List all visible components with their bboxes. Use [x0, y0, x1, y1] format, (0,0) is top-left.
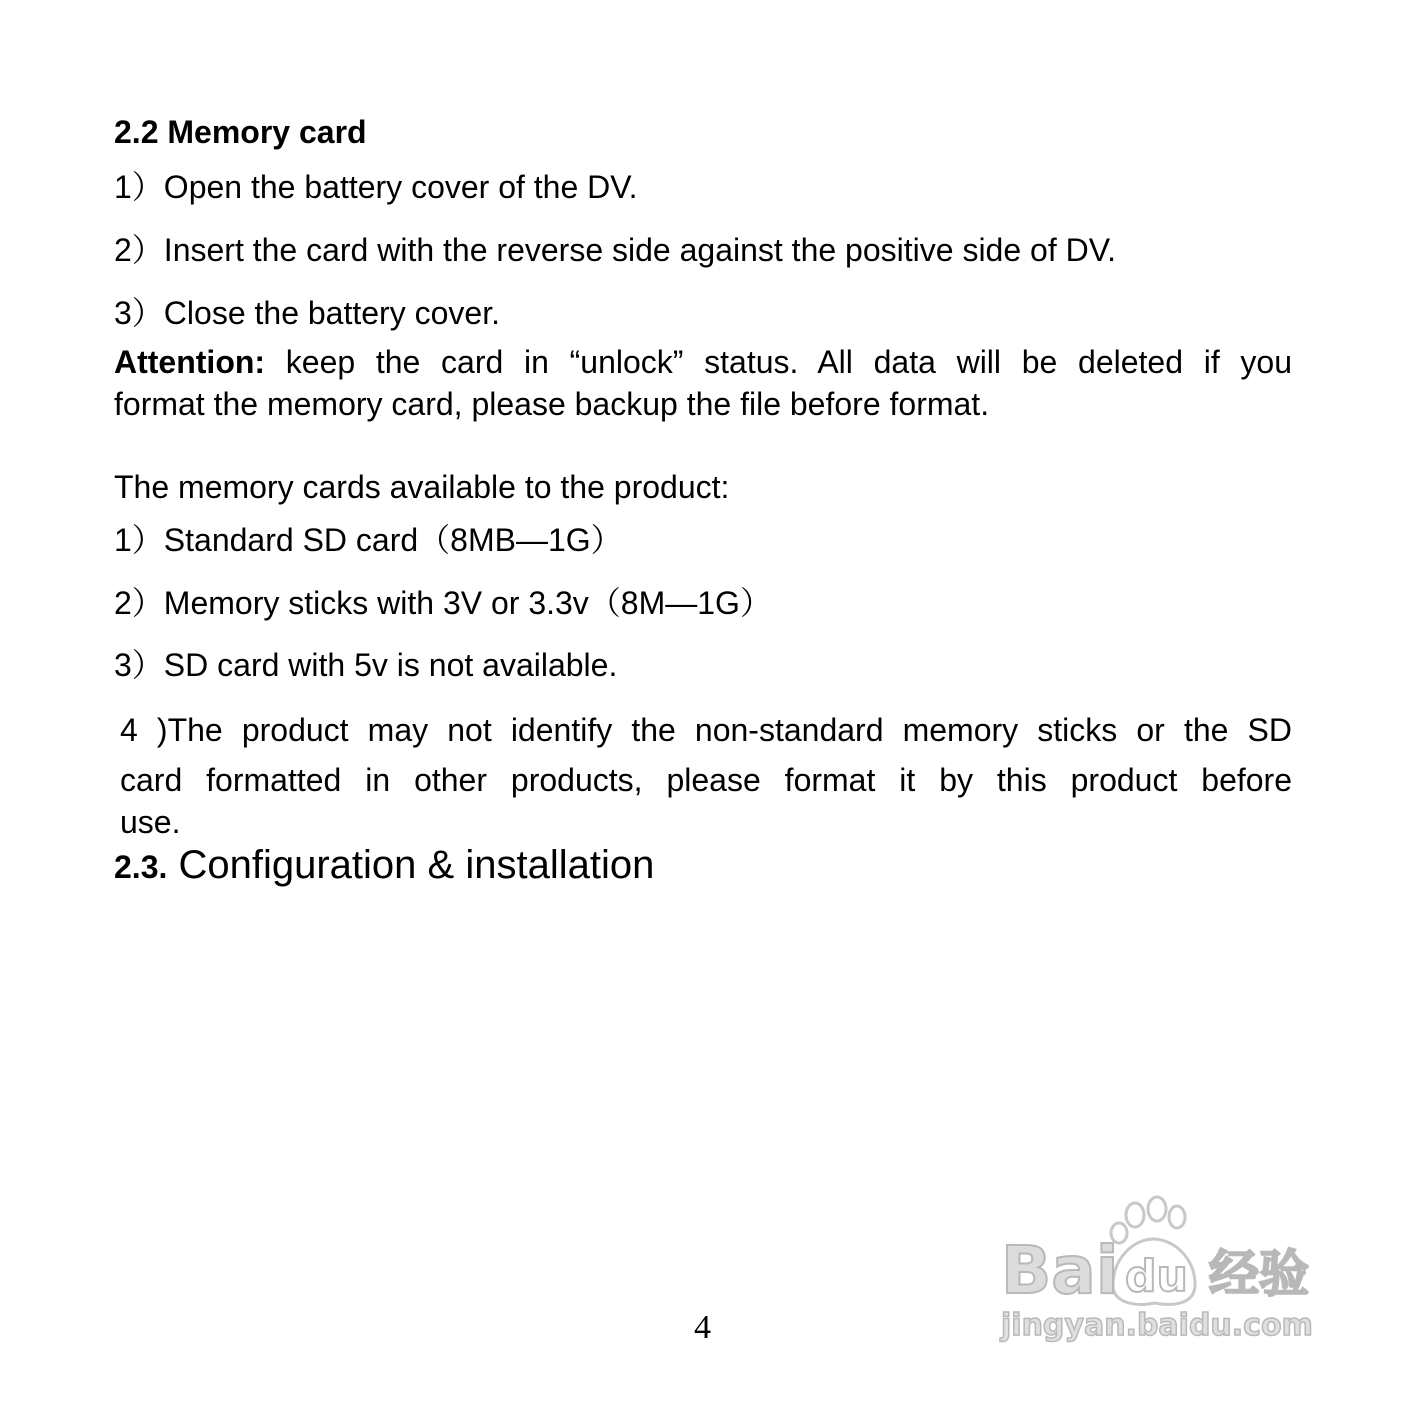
attention-row	[114, 341, 1292, 383]
note-row: 4 )The product may not identify the non-standard memory sticks or the SD	[120, 712, 1292, 748]
attention-row: format the memory card, please backup the file before format.	[114, 386, 990, 422]
svg-text:du: du	[1125, 1251, 1188, 1302]
baidu-watermark-icon	[995, 1195, 1325, 1350]
svg-text:经验: 经验	[1209, 1245, 1309, 1303]
section-heading: 2.2 Memory card	[114, 114, 367, 150]
note-paragraph	[120, 708, 1292, 842]
available-intro: The memory cards available to the product:	[114, 469, 730, 505]
note-row: card formatted in other products, please format it by this product before	[120, 762, 1292, 798]
section-title: Configuration & installation	[167, 843, 655, 887]
available-item: 3）SD card with 5v is not available.	[114, 647, 618, 683]
svg-text:jingyan.baidu.com: jingyan.baidu.com	[1001, 1308, 1313, 1343]
attention-text: keep the card in “unlock” status. All data will be deleted if you	[265, 344, 1292, 380]
note-row: use.	[120, 804, 181, 840]
available-item: 1）Standard SD card（8MB—1G）	[114, 522, 623, 558]
svg-text:Bai: Bai	[1001, 1232, 1119, 1309]
available-item: 2）Memory sticks with 3V or 3.3v（8M—1G）	[114, 585, 772, 621]
page-number: 4	[694, 1309, 711, 1346]
attention-label: Attention:	[114, 344, 266, 380]
step-item: 2）Insert the card with the reverse side against the positive side of DV.	[114, 232, 1117, 268]
attention-paragraph	[114, 341, 1292, 425]
section-heading-2-3	[114, 842, 654, 890]
step-item: 1）Open the battery cover of the DV.	[114, 169, 638, 205]
step-item: 3）Close the battery cover.	[114, 295, 500, 331]
section-number: 2.3.	[114, 849, 168, 885]
